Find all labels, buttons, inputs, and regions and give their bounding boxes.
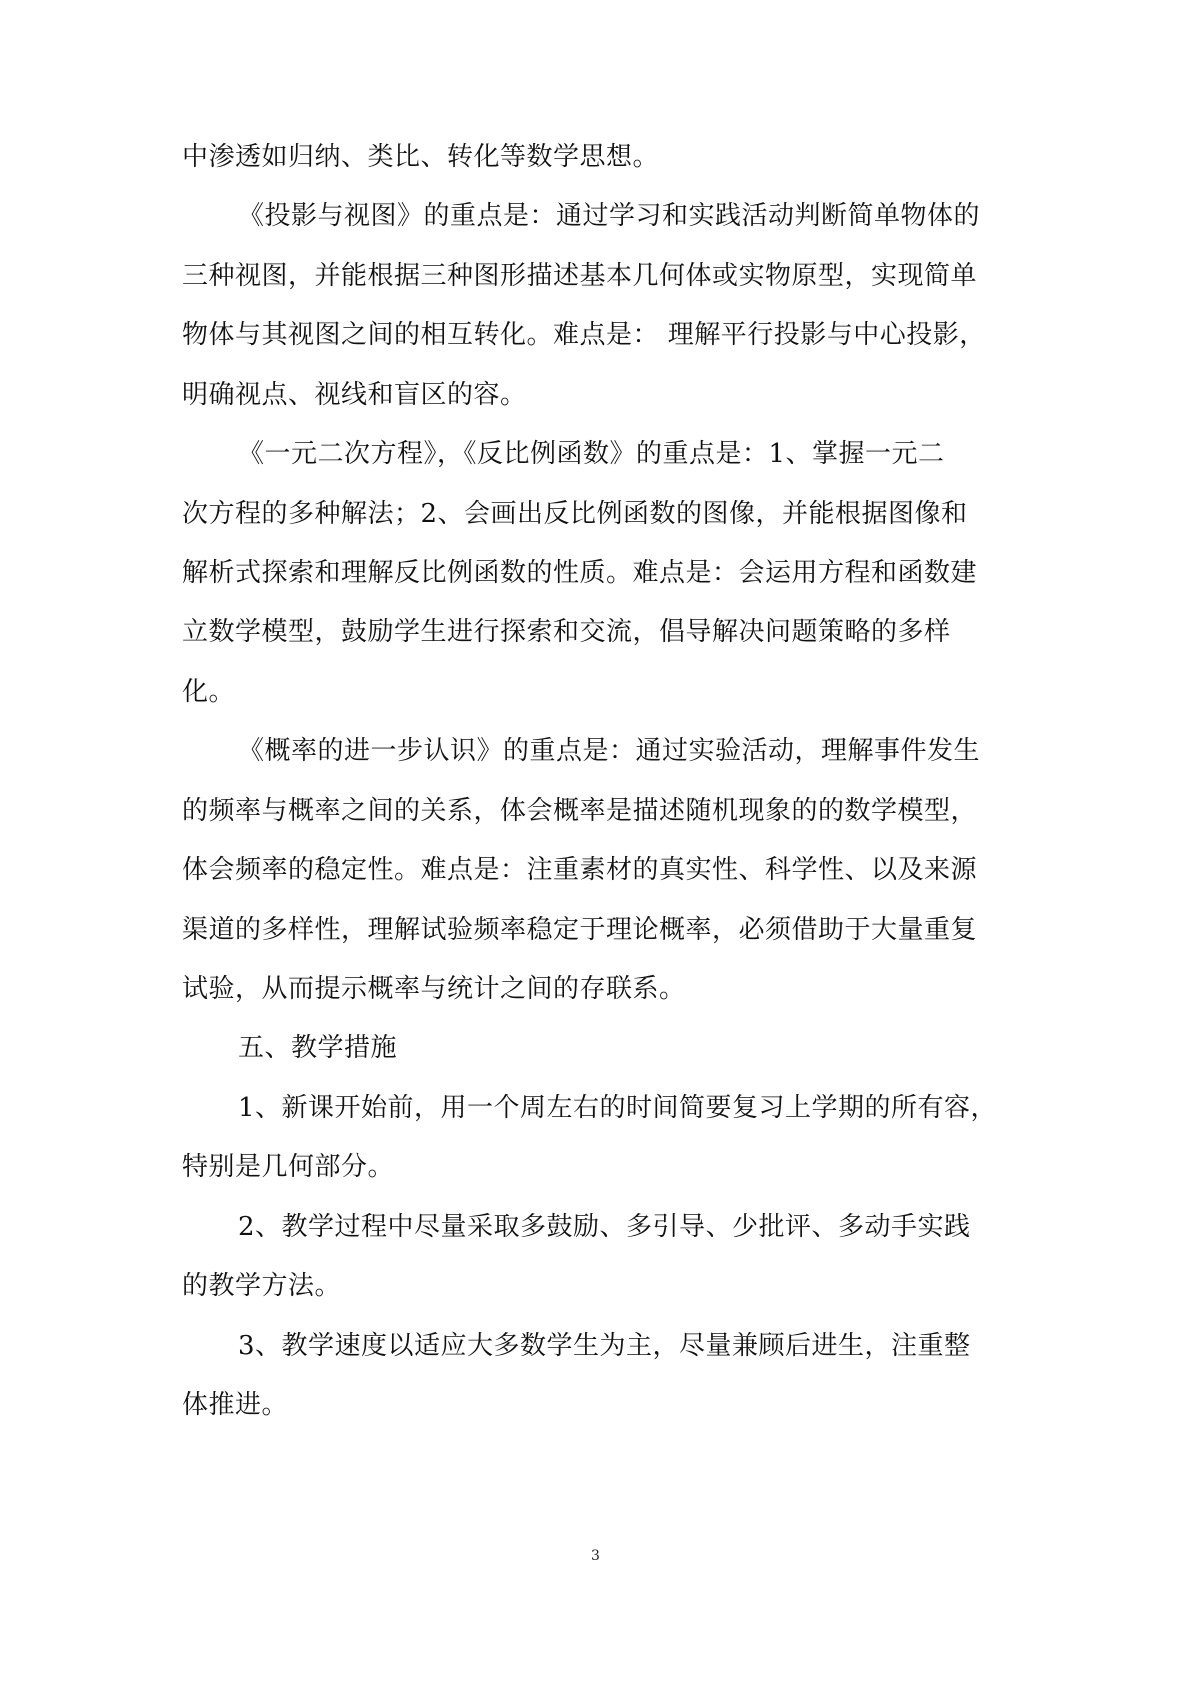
- paragraph-line: 渠道的多样性，理解试验频率稳定于理论概率，必须借助于大量重复: [182, 915, 978, 945]
- paragraph-line: 解析式探索和理解反比例函数的性质。难点是：会运用方程和函数建: [182, 558, 978, 588]
- paragraph-line: 物体与其视图之间的相互转化。难点是： 理解平行投影与中心投影，: [182, 320, 986, 350]
- list-item-line: 体推进。: [182, 1390, 289, 1420]
- paragraph-line: 《概率的进一步认识》的重点是：通过实验活动，理解事件发生: [238, 736, 981, 766]
- paragraph-line: 试验，从而提示概率与统计之间的存联系。: [182, 974, 686, 1004]
- paragraph-line: 《一元二次方程》，《反比例函数》的重点是：1、掌握一元二: [238, 439, 945, 469]
- paragraph-line: 的频率与概率之间的关系，体会概率是描述随机现象的的数学模型，: [182, 796, 978, 826]
- paragraph-line: 次方程的多种解法；2、会画出反比例函数的图像，并能根据图像和: [182, 499, 968, 529]
- paragraph-line: 明确视点、视线和盲区的容。: [182, 380, 527, 410]
- list-item-line: 2、教学过程中尽量采取多鼓励、多引导、少批评、多动手实践: [238, 1212, 971, 1242]
- paragraph-line: 化。: [182, 677, 236, 707]
- list-item-line: 的教学方法。: [182, 1271, 342, 1301]
- list-item-line: 3、教学速度以适应大多数学生为主，尽量兼顾后进生，注重整: [238, 1331, 971, 1361]
- paragraph-line: 体会频率的稳定性。难点是：注重素材的真实性、科学性、以及来源: [182, 855, 978, 885]
- section-heading: 五、教学措施: [238, 1033, 398, 1063]
- list-item-line: 1、新课开始前，用一个周左右的时间简要复习上学期的所有容，: [238, 1093, 998, 1123]
- paragraph-line: 立数学模型，鼓励学生进行探索和交流，倡导解决问题策略的多样: [182, 617, 951, 647]
- paragraph-line: 三种视图，并能根据三种图形描述基本几何体或实物原型，实现简单: [182, 261, 978, 291]
- paragraph-line: 中渗透如归纳、类比、转化等数学思想。: [182, 142, 660, 172]
- paragraph-line: 《投影与视图》的重点是：通过学习和实践活动判断简单物体的: [238, 201, 981, 231]
- list-item-line: 特别是几何部分。: [182, 1152, 395, 1182]
- page-number: 3: [591, 1548, 600, 1564]
